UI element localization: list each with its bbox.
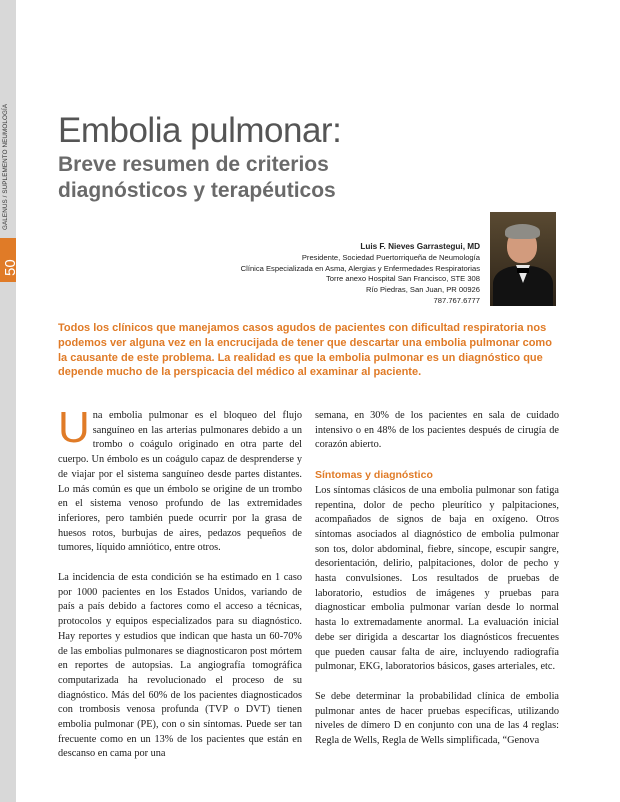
drop-cap: U	[58, 403, 90, 452]
body-paragraph: Se debe determinar la probabilidad clínica de embolia pulmonar antes de hacer pruebas específicas, utilizando niveles de dímero D en conjunto con una de las 4 reglas: Regla de Wells, Regla de Wells simplificada, “Genova	[315, 690, 559, 747]
author-phone: 787.767.6777	[433, 295, 480, 305]
page-number-box	[0, 238, 19, 282]
body-paragraph: Los síntomas clásicos de una embolia pulmonar son fatiga repentina, dolor de pecho pleurítico y palpitaciones, acompañados de signos de baja en oxígeno. Otros síntomas asociados al diagnóstico de embolia pulmonar son tos, dolor abdominal, fiebre, síncope, escupir sangre, desorientación, delirio, palpitaciones, dolor de pecho y hasta convulsiones. Los resultados de pruebas de laboratorio, estudios de imágenes y pruebas para diagnosticar embolia pulmonar varían desde lo normal hasta lo extremadamente anormal. La evaluación inicial debe ser dirigida a descartar los diagnósticos frecuentes que pueden causar falta de aire, incluyendo radiografía pulmonar, EKG, laboratorios básicos, gases arteriales, etc.	[315, 484, 559, 673]
body-column-left	[58, 403, 302, 777]
page-number: 50	[2, 259, 19, 276]
section-heading: Síntomas y diagnóstico	[315, 469, 433, 482]
sidebar-strip	[0, 0, 19, 802]
body-column-right	[315, 409, 559, 764]
journal-label: GALENUS / SUPLEMENTO NEUMOLOGÍA	[2, 103, 9, 230]
article-title: Embolia pulmonar:	[58, 111, 342, 150]
author-affiliation-2: Clínica Especializada en Asma, Alergias y Enfermedades Respiratorias	[240, 263, 480, 273]
article-subtitle: Breve resumen de criterios diagnósticos y terapéuticos	[58, 153, 336, 202]
author-affiliation-1: Presidente, Sociedad Puertorriqueña de Neumología	[301, 252, 480, 262]
author-address-2: Río Piedras, San Juan, PR 00926	[366, 285, 480, 295]
author-address-1: Torre anexo Hospital San Francisco, STE 308	[325, 274, 480, 284]
body-paragraph: Una embolia pulmonar es el bloqueo del flujo sanguíneo en las arterias pulmonares debido a un trombo o coágulo originado en otra parte del cuerpo. Un émbolo es un coágulo capaz de desprenderse y de viajar por el sistema sanguíneo desde partes distantes. Lo más común es que un émbolo se origine de un trombo en el sistema venoso profundo de las extremidades inferiores, pero también puede ocurrir por la grasa de huesos rotos, burbujas de aires, pedazos pequeños de tumores, líquido amniótico, entre otros.	[58, 403, 302, 554]
body-paragraph: semana, en 30% de los pacientes en sala de cuidado intensivo o en 48% de los pacientes después de cirugía de corazón abierto.	[315, 410, 559, 451]
body-paragraph: La incidencia de esta condición se ha estimado en 1 caso por 1000 pacientes en los Estados Unidos, variando de país a país debido a factores como el acceso a técnicas, protocolos y equipos especializados para su diagnóstico. Hay reportes y estudios que indican que hasta un 60-70% de las embolias pulmonares se diagnosticaron post mórtem en reportes de autopsias. La angiografía tomográfica computarizada ha revolucionado el proceso de su diagnóstico. Más del 60% de los pacientes diagnosticados con trombosis venosa profunda (TVP o DVT) tienen embolia pulmonar (PE), con o sin síntomas. Puede ser tan frecuente como en un 13% de los pacientes que están en descanso en cama por una	[58, 572, 302, 760]
author-photo	[490, 212, 556, 306]
author-name: Luis F. Nieves Garrastegui, MD	[360, 242, 480, 251]
author-block	[241, 242, 480, 307]
lead-paragraph: Todos los clínicos que manejamos casos agudos de pacientes con dificultad respiratoria nos podemos ver alguna vez en la encrucijada de tener que descartar una embolia pulmonar como la causante de este problema. La realidad es que la embolia pulmonar es un diagnóstico que depende mucho de la perspicacia del médico al examinar al paciente.	[58, 322, 552, 379]
